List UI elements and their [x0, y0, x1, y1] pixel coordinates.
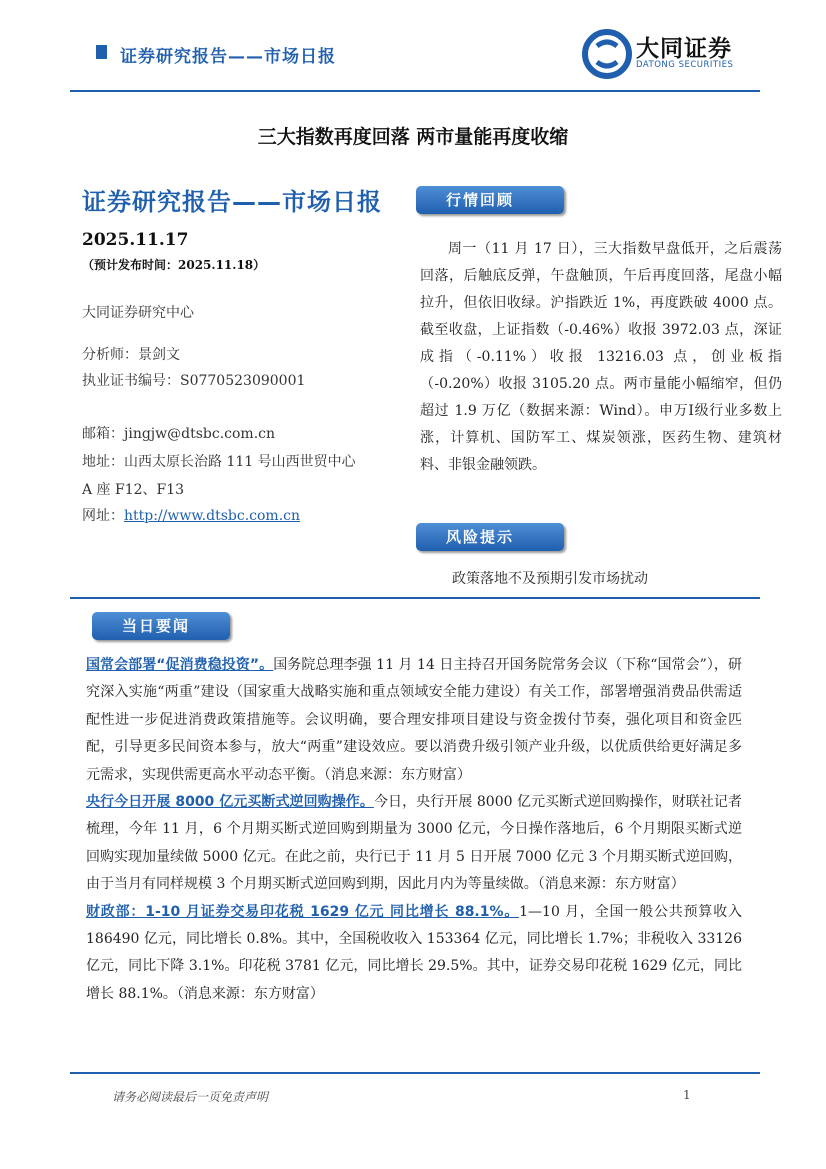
- market-review-tab: 行情回顾: [416, 186, 564, 214]
- header-bullet: [96, 45, 107, 59]
- website: [82, 505, 300, 525]
- address-line-1: 地址：山西太原长治路 111 号山西世贸中心: [82, 454, 356, 470]
- news-item: [86, 789, 742, 899]
- risk-tab: 风险提示: [416, 523, 564, 551]
- news-body: 国务院总理李强 11 月 14 日主持召开国务院常务会议（下称“国常会”），研究深入实施“两重”建设（国家重大战略实施和重点领域安全能力建设）有关工作，部署增强消费品供需适配性进一步促进消费政策措施等。会议明确，要合理安排项目建设与资金拨付节奏，强化项目和资金匹配，引导更多民间资本参与，放大“两重”建设效应。要以消费升级引领产业升级，以优质供给更好满足多元需求，实现供需更高水平动态平衡。（消息来源：东方财富）: [86, 657, 742, 783]
- news-item: [86, 899, 742, 1009]
- footer-divider: [70, 1072, 760, 1074]
- header-divider: [70, 90, 760, 92]
- footer-disclaimer: 请务必阅读最后一页免责声明: [112, 1090, 269, 1104]
- address-line-2: A 座 F12、F13: [82, 482, 185, 498]
- news-headline: 央行今日开展 8000 亿元买断式逆回购操作。: [86, 794, 374, 811]
- report-date: 2025.11.17: [82, 230, 189, 250]
- cert-number: 执业证书编号：S0770523090001: [82, 373, 306, 389]
- institute: 大同证券研究中心: [82, 305, 194, 321]
- website-link[interactable]: http://www.dtsbc.com.cn: [124, 508, 300, 524]
- page-number: 1: [683, 1088, 691, 1102]
- email: 邮箱：jingjw@dtsbc.com.cn: [82, 426, 275, 442]
- news-body: 1—10 月，全国一般公共预算收入 186490 亿元，同比增长 0.8%。其中，全国税收收入 153364 亿元，同比增长 1.7%；非税收入 33126 亿元，同比下降 3.1%。印花税 3781 亿元，同比增长 29.5%。其中，证券交易印花税 1629 亿元，同比增长 88.1%。（消息来源：东方财富）: [86, 903, 743, 1002]
- analyst: 分析师：景剑文: [82, 347, 180, 363]
- website-label: 网址：: [82, 508, 124, 524]
- document-title: 三大指数再度回落 两市量能再度收缩: [257, 126, 569, 148]
- news-tab: 当日要闻: [92, 612, 230, 640]
- news-item: [86, 652, 742, 789]
- logo-text-en: DATONG SECURITIES: [636, 60, 734, 70]
- section-divider: [70, 597, 760, 599]
- market-review-paragraph: 周一（11 月 17 日），三大指数早盘低开，之后震荡回落，后触底反弹，午盘触顶，午后再度回落，尾盘小幅拉升，但依旧收绿。沪指跌近 1%，再度跌破 4000 点。截至收盘，上证指数（-0.46%）收报 3972.03 点，深证成指（-0.11%）收报 13216.03 点，创业板指（-0.20%）收报 3105.20 点。两市量能小幅缩窄，但仍超过 1.9 万亿（数据来源：Wind）。申万Ⅰ级行业多数上涨，计算机、国防军工、煤炭领涨，医药生物、建筑材料、非银金融领跌。: [420, 241, 782, 473]
- news-headline: 国常会部署“促消费稳投资”。: [86, 657, 274, 673]
- logo-text-cn: 大同证券: [636, 36, 732, 62]
- market-review-text: [420, 236, 782, 479]
- publish-time: （预计发布时间：2025.11.18）: [82, 258, 266, 272]
- header-report-type: 证券研究报告——市场日报: [120, 47, 336, 67]
- left-report-type: 证券研究报告——市场日报: [82, 188, 382, 216]
- news-body: 今日，央行开展 8000 亿元买断式逆回购操作，财联社记者梳理，今年 11 月，6 个月期买断式逆回购到期量为 3000 亿元，今日操作落地后，6 个月期限买断式逆回购实现加量续做 5000 亿元。在此之前，央行已于 11 月 5 日开展 7000 亿元 3 个月期买断式逆回购，由于当月有同样规模 3 个月期买断式逆回购到期，因此月内为等量续做。（消息来源：东方财富）: [86, 794, 743, 893]
- risk-text: 政策落地不及预期引发市场扰动: [452, 571, 648, 587]
- news-headline: 财政部：1-10 月证券交易印花税 1629 亿元 同比增长 88.1%。: [86, 903, 520, 920]
- news-list: [86, 652, 742, 1008]
